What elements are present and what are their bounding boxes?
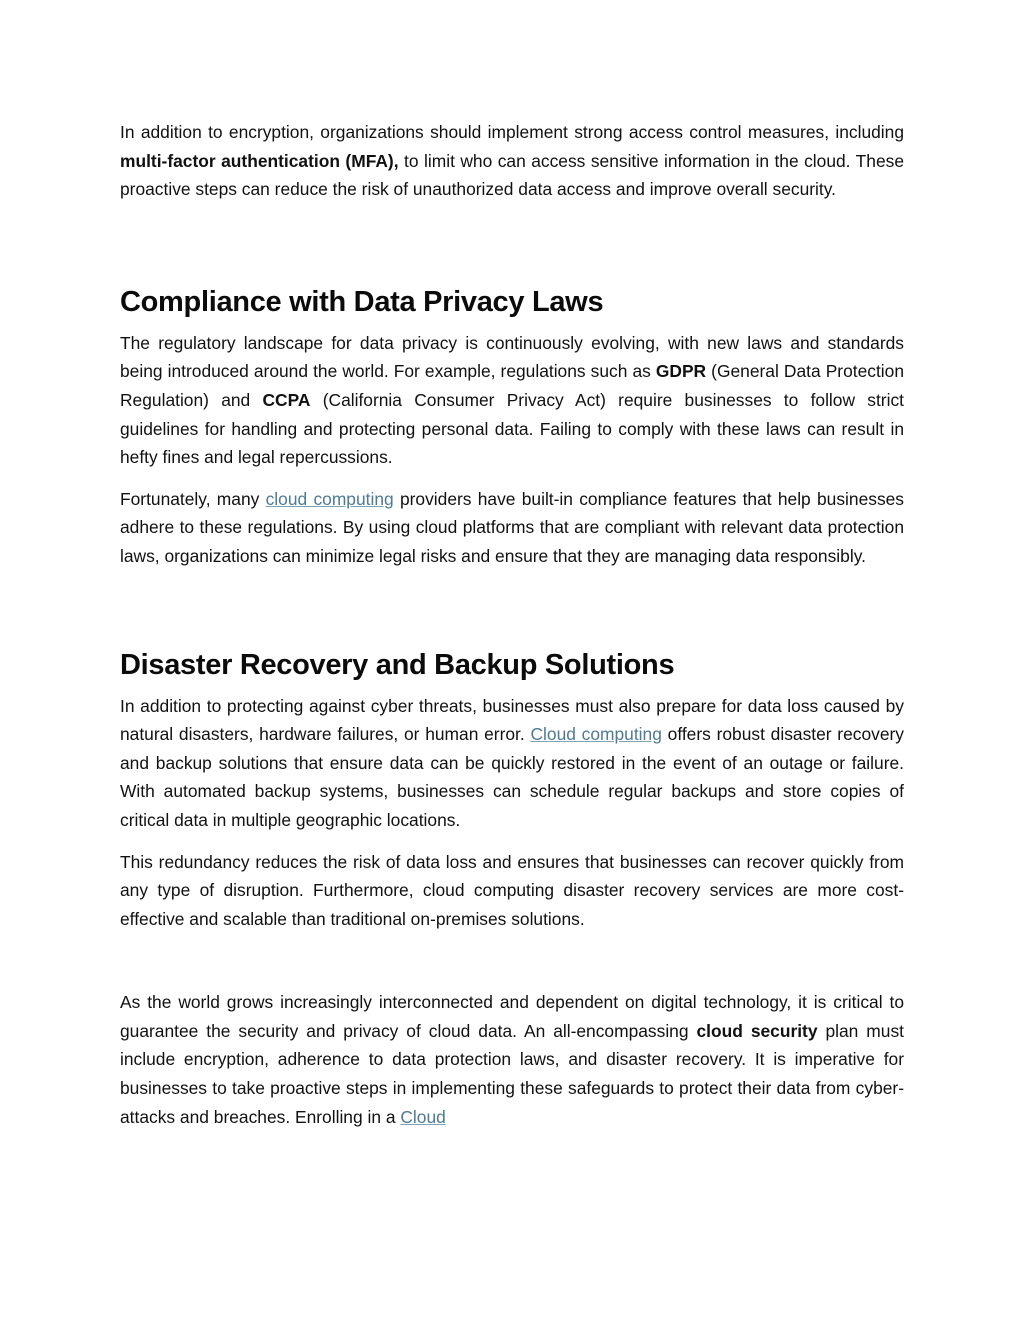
conclusion-text-1: As the world grows increasingly interconnected and dependent on digital technology, it is critical to guarantee the security and privacy of cloud data. An all-encompassing	[120, 992, 904, 1041]
privacy-paragraph-1	[120, 329, 904, 472]
privacy-p1-text-3: (California Consumer Privacy Act) require businesses to follow strict guidelines for handling and protecting personal data. Failing to comply with these laws can result in hefty fines and legal repercussions.	[120, 389, 904, 468]
conclusion-text-2: plan must include encryption, adherence to data protection laws, and disaster recovery. It is imperative for businesses to take proactive steps in implementing these safeguards to protect their data from cyber-attacks and breaches. Enrolling in a	[120, 1020, 904, 1127]
document-page	[120, 118, 904, 1131]
conclusion-paragraph	[120, 988, 904, 1131]
cloud-computing-link[interactable]: cloud computing	[265, 488, 394, 509]
cloud-computing-link-2[interactable]: Cloud computing	[530, 724, 662, 745]
privacy-paragraph-2	[120, 485, 904, 571]
section-heading-recovery: Disaster Recovery and Backup Solutions	[120, 648, 675, 681]
recovery-paragraph-2: This redundancy reduces the risk of data loss and ensures that businesses can recover quickly from any type of disruption. Furthermore, cloud computing disaster recovery services are more cost-effective and scalable than traditional on-premises solutions.	[120, 851, 904, 929]
recovery-p1-text-1: In addition to protecting against cyber threats, businesses must also prepare for data loss caused by natural disasters, hardware failures, or human error.	[120, 695, 904, 745]
section-heading-privacy: Compliance with Data Privacy Laws	[120, 285, 604, 318]
recovery-p1-text-2: offers robust disaster recovery and backup solutions that ensure data can be quickly restored in the event of an outage or failure. With automated backup systems, businesses can schedule regular backups and store copies of critical data in multiple geographic locations.	[120, 724, 904, 830]
cloud-course-link[interactable]: Cloud	[400, 1106, 446, 1127]
privacy-p2-text-2: providers have built-in compliance features that help businesses adhere to these regulations. By using cloud platforms that are compliant with relevant data protection laws, organizations can minimize legal risks and ensure that they are managing data responsibly.	[120, 488, 905, 566]
recovery-paragraph-1	[120, 692, 904, 835]
ccpa-bold-term: CCPA	[262, 389, 311, 410]
privacy-p1-text-1: The regulatory landscape for data privacy is continuously evolving, with new laws and standards being introduced around the world. For example, regulations such as	[120, 332, 904, 382]
cloud-security-bold-term: cloud security	[696, 1020, 818, 1041]
intro-paragraph	[120, 118, 904, 204]
privacy-p1-text-2: (General Data Protection Regulation) and	[120, 361, 904, 410]
privacy-p2-text-1: Fortunately, many	[120, 488, 266, 509]
gdpr-bold-term: GDPR	[655, 361, 707, 382]
intro-text-2: to limit who can access sensitive information in the cloud. These proactive steps can reduce the risk of unauthorized data access and improve overall security.	[120, 150, 904, 200]
intro-text-1: In addition to encryption, organizations should implement strong access control measures, including	[120, 122, 904, 142]
mfa-bold-term: multi-factor authentication (MFA),	[120, 150, 399, 171]
